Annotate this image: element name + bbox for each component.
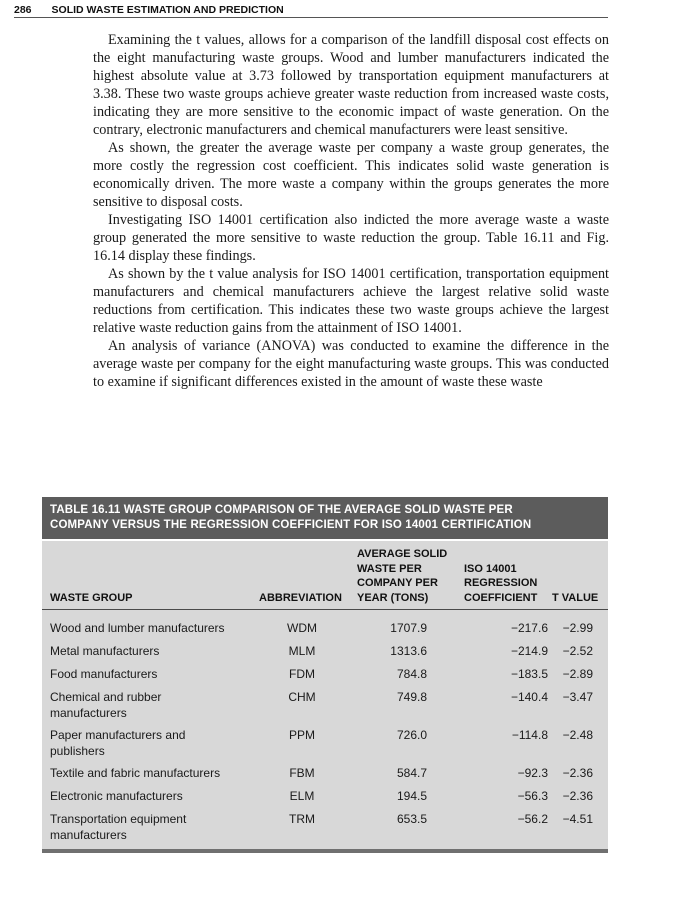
cell-regression-coefficient: −56.2: [517, 812, 548, 826]
header-line: COMPANY PER: [357, 577, 438, 589]
cell-waste-group: [50, 621, 250, 637]
cell-regression-coefficient: −92.3: [517, 766, 548, 780]
cell-abbreviation: WDM: [287, 621, 317, 635]
cell-line: Transportation equipment: [50, 812, 187, 826]
cell-t-value: −4.51: [562, 812, 593, 826]
cell-t-value: −2.52: [562, 644, 593, 658]
page-number: 286: [14, 4, 32, 16]
table-row: [42, 789, 608, 812]
cell-average-waste: 194.5: [396, 789, 427, 803]
cell-average-waste: 584.7: [396, 766, 427, 780]
cell-waste-group: [50, 667, 250, 683]
table-title-line: COMPANY VERSUS THE REGRESSION COEFFICIENT FOR ISO 14001 CERTIFICATION: [50, 519, 532, 531]
cell-waste-group: [50, 766, 250, 782]
header-regression-coefficient: [464, 562, 537, 606]
cell-t-value: −2.48: [562, 728, 593, 742]
table-row: [42, 812, 608, 850]
header-t-value: T VALUE: [552, 591, 599, 604]
cell-waste-group: [50, 644, 250, 660]
cell-abbreviation: FBM: [289, 766, 315, 780]
cell-average-waste: 1707.9: [390, 621, 427, 635]
header-line: YEAR (TONS): [357, 591, 429, 604]
paragraph: As shown by the t value analysis for ISO 14001 certification, transportation equipment manufacturers and chemical manufacturers achieve the largest relative solid waste reductions from certification. This indicates these two waste groups achieve the largest relative waste reduction gains from the attainment of ISO 14001.: [93, 266, 609, 336]
cell-average-waste: 726.0: [396, 728, 427, 742]
cell-line: manufacturers: [50, 705, 127, 720]
header-line: REGRESSION: [464, 577, 538, 589]
cell-t-value: −2.36: [562, 766, 593, 780]
cell-abbreviation: TRM: [289, 812, 315, 826]
cell-average-waste: 653.5: [396, 812, 427, 826]
table-row: [42, 644, 608, 667]
table-row: [42, 728, 608, 766]
cell-line: Textile and fabric manufacturers: [50, 766, 221, 780]
cell-regression-coefficient: −183.5: [510, 667, 548, 681]
cell-line: Chemical and rubber: [50, 690, 162, 704]
cell-abbreviation: ELM: [289, 789, 315, 803]
table-row: [42, 766, 608, 789]
cell-abbreviation: CHM: [288, 690, 316, 704]
cell-waste-group: [50, 789, 250, 805]
table-row: [42, 667, 608, 690]
cell-regression-coefficient: −217.6: [510, 621, 548, 635]
cell-waste-group: [50, 690, 250, 721]
table-row: [42, 621, 608, 644]
cell-abbreviation: MLM: [288, 644, 316, 658]
cell-t-value: −2.36: [562, 789, 593, 803]
paragraph: An analysis of variance (ANOVA) was conducted to examine the difference in the average waste per company for the eight manufacturing waste groups. This was conducted to examine if significant differences existed in the amount of waste these waste: [93, 338, 609, 390]
cell-line: manufacturers: [50, 827, 127, 842]
running-head: [14, 4, 608, 18]
cell-regression-coefficient: −114.8: [511, 728, 548, 742]
cell-t-value: −2.89: [562, 667, 593, 681]
cell-abbreviation: PPM: [288, 728, 315, 742]
table-header: [42, 541, 608, 610]
header-abbreviation: ABBREVIATION: [259, 591, 342, 604]
cell-line: Metal manufacturers: [50, 644, 160, 658]
cell-line: Wood and lumber manufacturers: [50, 621, 225, 635]
table-title-line: TABLE 16.11 WASTE GROUP COMPARISON OF THE AVERAGE SOLID WASTE PER: [50, 504, 513, 516]
paragraph: Examining the t values, allows for a comparison of the landfill disposal cost effects on the eight manufacturing waste groups. Wood and lumber manufacturers indicated the highest absolute value at 3.73 followed by transportation equipment manufacturers at 3.38. These two waste groups achieve greater waste reduction from increased waste costs, indicating they are more sensitive to the economic impact of waste generation. On the contrary, electronic manufacturers and chemical manufacturers were least sensitive.: [93, 32, 609, 138]
cell-average-waste: 1313.6: [390, 644, 427, 658]
cell-line: publishers: [50, 743, 105, 758]
header-line: COEFFICIENT: [464, 591, 538, 604]
cell-waste-group: [50, 728, 250, 759]
data-table: [42, 497, 608, 853]
cell-abbreviation: FDM: [289, 667, 315, 681]
header-average-waste: [357, 547, 447, 605]
cell-waste-group: [50, 812, 250, 843]
cell-regression-coefficient: −140.4: [510, 690, 548, 704]
cell-regression-coefficient: −56.3: [517, 789, 548, 803]
header-waste-group: WASTE GROUP: [50, 591, 133, 604]
cell-t-value: −2.99: [562, 621, 593, 635]
cell-average-waste: 749.8: [396, 690, 427, 704]
header-line: ISO 14001: [464, 562, 517, 575]
paragraph: As shown, the greater the average waste per company a waste group generates, the more costly the regression cost coefficient. This indicates solid waste generation is economically driven. The more waste a company within the groups generates the more sensitive to disposal costs.: [93, 140, 609, 210]
body-text: [93, 31, 609, 391]
table-title: [42, 497, 608, 541]
header-line: WASTE PER: [357, 562, 422, 575]
chapter-title: SOLID WASTE ESTIMATION AND PREDICTION: [51, 4, 284, 16]
cell-regression-coefficient: −214.9: [510, 644, 548, 658]
header-line: AVERAGE SOLID: [357, 548, 448, 560]
cell-t-value: −3.47: [562, 690, 593, 704]
cell-line: Electronic manufacturers: [50, 789, 183, 803]
table-row: [42, 690, 608, 728]
cell-average-waste: 784.8: [396, 667, 427, 681]
cell-line: Paper manufacturers and: [50, 728, 186, 742]
paragraph: Investigating ISO 14001 certification also indicted the more average waste a waste group generated the more sensitive to waste reduction the group. Table 16.11 and Fig. 16.14 display these findings.: [93, 212, 609, 264]
cell-line: Food manufacturers: [50, 667, 158, 681]
